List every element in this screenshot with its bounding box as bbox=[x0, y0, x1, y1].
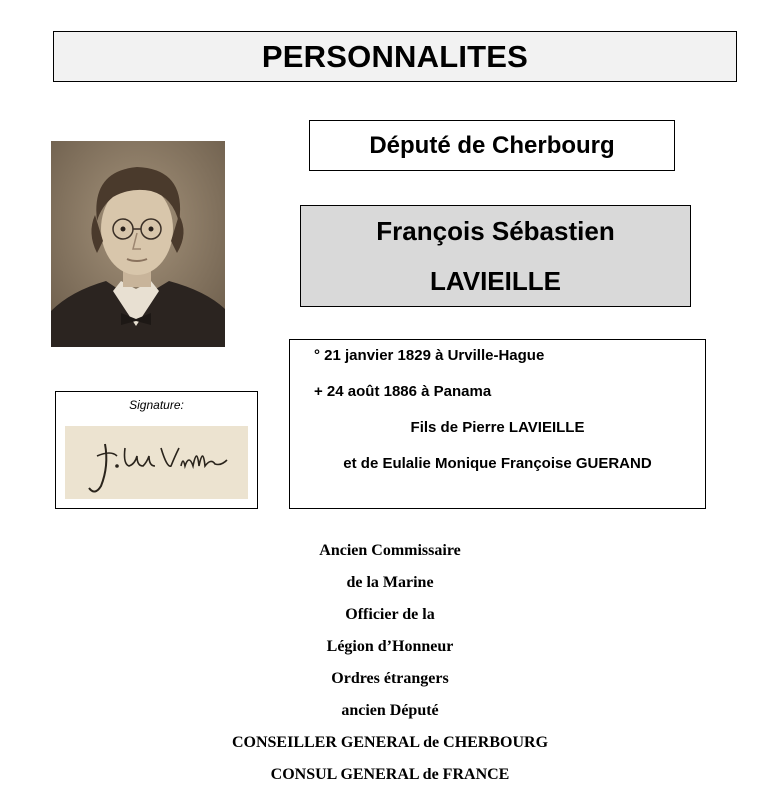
death-line: + 24 août 1886 à Panama bbox=[314, 383, 492, 400]
title-line: CONSUL GENERAL de FRANCE bbox=[270, 766, 510, 783]
signature-image bbox=[65, 426, 248, 499]
portrait-image bbox=[51, 141, 225, 347]
mother-line: et de Eulalie Monique Françoise GUERAND bbox=[343, 455, 652, 472]
signature-label: Signature: bbox=[129, 398, 184, 412]
title-line: Ancien Commissaire bbox=[319, 542, 461, 559]
portrait-photo bbox=[51, 141, 225, 347]
title-line: Légion d’Honneur bbox=[326, 638, 454, 655]
birth-line: ° 21 janvier 1829 à Urville-Hague bbox=[314, 347, 545, 364]
title-line: de la Marine bbox=[346, 574, 434, 591]
signature-box bbox=[55, 391, 258, 509]
last-name: LAVIEILLE bbox=[430, 266, 561, 296]
role-title: Député de Cherbourg bbox=[369, 131, 615, 159]
title-line: ancien Député bbox=[341, 702, 439, 719]
title-line: CONSEILLER GENERAL de CHERBOURG bbox=[231, 734, 549, 751]
first-names: François Sébastien bbox=[376, 216, 615, 246]
father-line: Fils de Pierre LAVIEILLE bbox=[410, 419, 585, 436]
biography-box bbox=[289, 339, 706, 509]
title-line: Ordres étrangers bbox=[331, 670, 449, 687]
page-title: PERSONNALITES bbox=[261, 38, 529, 74]
page-title-box bbox=[53, 31, 737, 82]
name-box bbox=[300, 205, 691, 307]
title-line: Officier de la bbox=[345, 606, 435, 623]
signature-scrawl bbox=[65, 426, 248, 499]
role-box bbox=[309, 120, 675, 171]
titles-list bbox=[0, 537, 780, 793]
